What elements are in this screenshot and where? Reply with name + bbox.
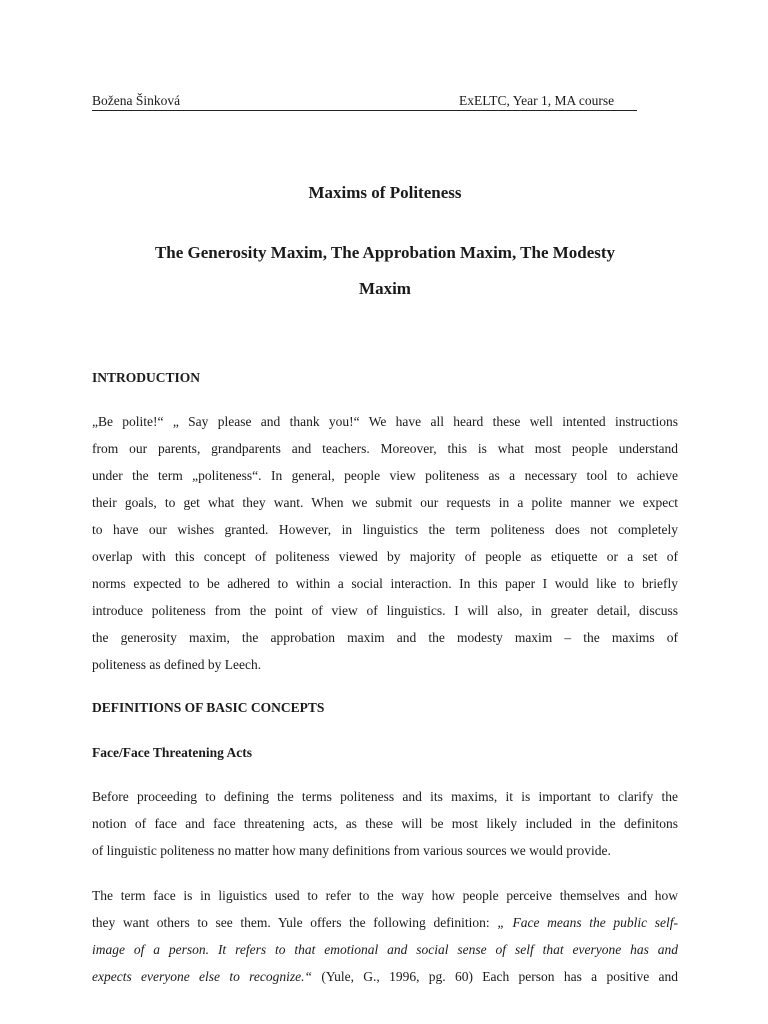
header-author: Božena Šinková	[92, 93, 181, 108]
paragraph-line: from our parents, grandparents and teachers. Moreover, this is what most people understand	[92, 441, 678, 456]
introduction-paragraph	[92, 408, 678, 678]
paragraph-line: of linguistic politeness no matter how many definitions from various sources we would provide.	[92, 843, 611, 858]
face-subheading: Face/Face Threatening Acts	[92, 745, 252, 760]
plain-text: they want others to see them. Yule offers the following definition:	[92, 915, 498, 930]
paragraph-line: under the term „politeness“. In general, people view politeness as a necessary tool to achieve	[92, 468, 678, 483]
paragraph-line: The term face is in liguistics used to refer to the way how people perceive themselves and how	[92, 888, 678, 903]
paragraph-line: the generosity maxim, the approbation maxim and the modesty maxim – the maxims of	[92, 630, 678, 645]
paragraph-line: to have our wishes granted. However, in linguistics the term politeness does not completely	[92, 522, 678, 537]
paragraph-line	[92, 936, 678, 963]
paragraph-line	[92, 909, 678, 936]
paragraph-line: introduce politeness from the point of view of linguistics. I will also, in greater detail, discuss	[92, 603, 678, 618]
quotation-text: image of a person. It refers to that emotional and social sense of self that everyone has and	[92, 942, 678, 957]
definitions-paragraph-2	[92, 882, 678, 990]
definitions-heading: DEFINITIONS OF BASIC CONCEPTS	[92, 700, 325, 715]
document-page	[92, 0, 678, 1024]
definitions-paragraph-1	[92, 783, 678, 864]
introduction-heading: INTRODUCTION	[92, 370, 201, 385]
paragraph-line: „Be polite!“ „ Say please and thank you!“ We have all heard these well intented instructions	[92, 414, 678, 429]
subtitle-line-2: Maxim	[359, 279, 411, 298]
quotation-text: „ Face means the public self-	[497, 915, 678, 930]
paragraph-line: their goals, to get what they want. When we submit our requests in a polite manner we expect	[92, 495, 678, 510]
paragraph-line: norms expected to be adhered to within a social interaction. In this paper I would like to briefly	[92, 576, 678, 591]
paragraph-line: notion of face and face threatening acts, as these will be most likely included in the definitons	[92, 816, 678, 831]
paragraph-line: Before proceeding to defining the terms politeness and its maxims, it is important to clarify the	[92, 789, 678, 804]
header-course: ExELTC, Year 1, MA course	[459, 93, 615, 108]
subtitle-line-1: The Generosity Maxim, The Approbation Maxim, The Modesty	[154, 243, 616, 262]
paragraph-line	[92, 963, 678, 990]
plain-text: (Yule, G., 1996, pg. 60) Each person has a positive and	[312, 969, 678, 984]
document-subtitle	[92, 235, 678, 307]
page-header	[92, 92, 637, 111]
paragraph-line: politeness as defined by Leech.	[92, 657, 262, 672]
paragraph-line: overlap with this concept of politeness viewed by majority of people as etiquette or a set of	[92, 549, 678, 564]
quotation-text: expects everyone else to recognize.“	[92, 969, 313, 984]
document-title: Maxims of Politeness	[308, 183, 462, 202]
